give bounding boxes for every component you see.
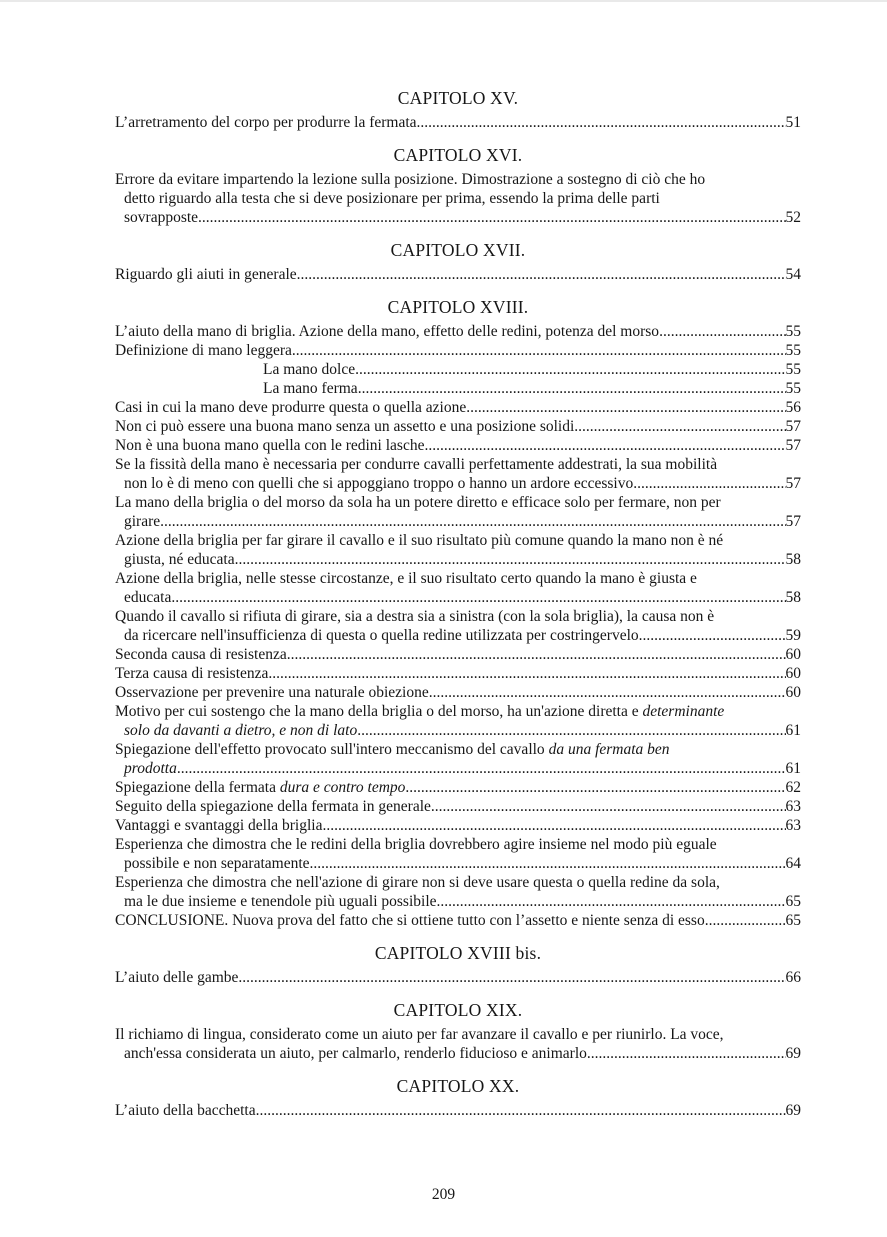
toc-entry xyxy=(115,740,801,778)
dot-leader xyxy=(424,436,785,455)
toc-line xyxy=(115,892,801,911)
toc-page-number: 60 xyxy=(785,665,801,682)
toc-page-number: 62 xyxy=(785,779,801,796)
toc-line xyxy=(115,759,801,778)
toc-entry-text-italic: prodotta xyxy=(124,760,177,777)
dot-leader xyxy=(268,664,785,683)
toc-line xyxy=(115,873,801,892)
chapter-heading: CAPITOLO XX. xyxy=(396,1076,520,1096)
toc-line xyxy=(115,569,801,588)
toc-page-number: 64 xyxy=(785,855,801,872)
toc-entry-text xyxy=(124,474,633,493)
toc-entry-text-segment: Se la fissità della mano è necessaria per condurre cavalli perfettamente addestrati, la sua mobilità xyxy=(115,456,718,473)
dot-leader xyxy=(292,341,786,360)
toc-entry-text xyxy=(124,208,198,227)
toc-entry-text xyxy=(115,836,717,853)
toc-page-number: 60 xyxy=(785,684,801,701)
toc-entry-text-segment: possibile e non separatamente xyxy=(124,855,310,872)
toc-entry-text-segment: Vantaggi e svantaggi della briglia xyxy=(115,817,323,834)
toc-entry xyxy=(115,1101,801,1120)
toc-entry xyxy=(115,816,801,835)
dot-leader xyxy=(633,474,785,493)
toc-entry-text xyxy=(124,759,177,778)
toc-entry xyxy=(115,170,801,227)
toc-page-number: 56 xyxy=(785,399,801,416)
toc-entry xyxy=(115,683,801,702)
toc-entry xyxy=(115,911,801,930)
toc-line xyxy=(115,816,801,835)
toc-entry-text-segment: educata xyxy=(124,589,172,606)
toc-page-number: 54 xyxy=(785,266,801,283)
toc-entry-text xyxy=(115,911,705,930)
toc-entry-text-segment: L’aiuto della mano di briglia. Azione della mano, effetto delle redini, potenza del morso xyxy=(115,323,660,340)
chapter-heading: CAPITOLO XVIII. xyxy=(387,297,529,317)
toc-entry-text-segment: Motivo per cui sostengo che la mano della briglia o del morso, ha un'azione diretta e xyxy=(115,703,643,720)
dot-leader xyxy=(643,626,786,645)
toc-entry-text xyxy=(115,494,721,511)
toc-page-number: 65 xyxy=(785,893,801,910)
toc-line xyxy=(115,550,801,569)
toc-entry-text xyxy=(115,456,717,473)
toc-entry-text xyxy=(115,797,431,816)
toc-line xyxy=(115,455,801,474)
toc-entry-text-segment: L’arretramento del corpo per produrre la fermata xyxy=(115,114,417,131)
toc-page-number: 65 xyxy=(785,912,801,929)
dot-leader xyxy=(466,398,785,417)
dot-leader xyxy=(171,588,785,607)
toc-entry-text xyxy=(115,113,417,132)
toc-entry-text-segment: Quando il cavallo si rifiuta di girare, sia a destra sia a sinistra (con la sola briglia), la causa non è xyxy=(115,608,715,625)
dot-leader xyxy=(160,512,785,531)
toc-entry xyxy=(115,398,801,417)
toc-entry-text xyxy=(115,322,659,341)
toc-entry-text-segment: non lo è di meno con quelli che si appoggiano troppo o hanno un ardore eccessivo xyxy=(124,475,634,492)
toc-line xyxy=(115,265,801,284)
toc-entry xyxy=(115,569,801,607)
dot-leader xyxy=(357,721,785,740)
toc-entry-text xyxy=(124,190,660,207)
toc-entry xyxy=(115,607,801,645)
toc-entry-text xyxy=(115,664,268,683)
toc-page-number: 59 xyxy=(785,627,801,644)
toc-entry-text-segment: Azione della briglia, nelle stesse circostanze, e il suo risultato certo quando la mano è giusta e xyxy=(115,570,697,587)
chapter-heading: CAPITOLO XV. xyxy=(397,88,519,108)
toc-page-number: 55 xyxy=(785,323,801,340)
toc-line xyxy=(115,607,801,626)
toc-entry-text xyxy=(124,1044,587,1063)
toc-entry xyxy=(115,341,801,360)
toc-page-number: 57 xyxy=(785,513,801,530)
toc-page-number: 63 xyxy=(785,817,801,834)
dot-leader xyxy=(297,265,786,284)
toc-entry xyxy=(115,645,801,664)
toc-line xyxy=(115,911,801,930)
toc-entry-text xyxy=(124,854,310,873)
toc-line xyxy=(115,417,801,436)
toc-entry xyxy=(115,797,801,816)
toc-line xyxy=(115,531,801,550)
toc-entry-text xyxy=(115,741,670,758)
toc-entry-text xyxy=(115,816,322,835)
toc-entry-text xyxy=(124,626,643,645)
toc-line xyxy=(115,664,801,683)
toc-line xyxy=(115,493,801,512)
toc-entry-text-segment: Non ci può essere una buona mano senza un assetto e una posizione solidi xyxy=(115,418,575,435)
toc-entry xyxy=(115,531,801,569)
toc-entry-text xyxy=(115,874,720,891)
toc-line xyxy=(115,398,801,417)
toc-page-number: 52 xyxy=(785,209,801,226)
toc-page-number: 55 xyxy=(785,361,801,378)
toc-entry-text-segment: Esperienza che dimostra che nell'azione di girare non si deve usare questa o quella redine da sola, xyxy=(115,874,720,891)
toc-entry-text xyxy=(263,360,355,379)
toc-entry xyxy=(115,778,801,797)
toc-line xyxy=(115,854,801,873)
toc-page-number: 69 xyxy=(785,1045,801,1062)
dot-leader xyxy=(431,797,786,816)
toc-line xyxy=(115,683,801,702)
toc-entry xyxy=(115,113,801,132)
dot-leader xyxy=(574,417,785,436)
toc-entry-text-segment: Seguito della spiegazione della fermata in generale xyxy=(115,798,431,815)
toc-entry-text-segment: Definizione di mano leggera xyxy=(115,342,292,359)
toc-line xyxy=(115,512,801,531)
toc-entry-text-segment: Terza causa di resistenza xyxy=(115,665,269,682)
toc-page-number: 60 xyxy=(785,646,801,663)
chapter-heading: CAPITOLO XIX. xyxy=(393,1000,523,1020)
toc-entry-text-segment: giusta, né educata xyxy=(124,551,235,568)
toc-entry-text-italic: solo da davanti a dietro, e non di lato xyxy=(124,722,358,739)
toc-line xyxy=(115,968,801,987)
toc-entry-text-italic: dura e contro tempo xyxy=(279,779,406,796)
toc-page-number: 61 xyxy=(785,760,801,777)
toc-entry-text-segment: Esperienza che dimostra che le redini della briglia dovrebbero agire insieme nel modo più eguale xyxy=(115,836,717,853)
toc-entry-text-segment: L’aiuto della bacchetta xyxy=(115,1102,256,1119)
dot-leader xyxy=(177,759,786,778)
toc-line xyxy=(115,1101,801,1120)
toc-entry-text-italic: da una fermata ben xyxy=(548,741,670,758)
toc-entry-text xyxy=(115,1026,724,1043)
toc-entry-text xyxy=(115,703,724,720)
toc-entry-text xyxy=(115,1101,256,1120)
toc-entry xyxy=(115,360,801,379)
toc-line xyxy=(115,626,801,645)
toc-line xyxy=(115,189,801,208)
dot-leader xyxy=(405,778,785,797)
toc-entry xyxy=(115,436,801,455)
toc-page-number: 57 xyxy=(785,437,801,454)
toc-entry-text-segment: La mano dolce xyxy=(263,361,356,378)
toc-entry-text-segment: da ricercare nell'insufficienza di questa o quella redine utilizzata per costringervelo. xyxy=(124,627,643,644)
toc-entry-text-segment: Errore da evitare impartendo la lezione sulla posizione. Dimostrazione a sostegno di ciò che ho xyxy=(115,171,706,188)
toc-line xyxy=(115,360,801,379)
toc-entry-text xyxy=(115,265,297,284)
toc-line xyxy=(115,702,801,721)
toc-page-number: 58 xyxy=(785,589,801,606)
toc-entry-text xyxy=(124,892,437,911)
toc-line xyxy=(115,208,801,227)
toc-line xyxy=(115,170,801,189)
toc-line xyxy=(115,474,801,493)
toc-entry xyxy=(115,493,801,531)
toc-page-number: 57 xyxy=(785,418,801,435)
toc-line xyxy=(115,322,801,341)
toc-entry xyxy=(115,322,801,341)
toc-line xyxy=(115,436,801,455)
toc-page-number: 55 xyxy=(785,342,801,359)
toc-entry-text xyxy=(124,550,235,569)
toc-line xyxy=(115,379,801,398)
toc-entry xyxy=(115,1025,801,1063)
toc-entry-text-segment: girare xyxy=(124,513,161,530)
dot-leader xyxy=(198,208,785,227)
toc-entry-text xyxy=(115,570,697,587)
toc-entry-text xyxy=(115,341,292,360)
toc-entry-text-segment: sovrapposte xyxy=(124,209,199,226)
toc-entry xyxy=(115,968,801,987)
toc-entry-text-segment: Spiegazione della fermata xyxy=(115,779,280,796)
toc-page-number: 66 xyxy=(785,969,801,986)
toc-entry-text xyxy=(115,417,574,436)
toc-entry-text xyxy=(115,608,714,625)
toc-entry xyxy=(115,702,801,740)
toc-line xyxy=(115,341,801,360)
toc-line xyxy=(115,835,801,854)
toc-entry-text xyxy=(115,171,705,188)
toc-entry-text-segment: Riguardo gli aiuti in generale xyxy=(115,266,297,283)
toc-entry xyxy=(115,379,801,398)
toc-entry-text xyxy=(115,645,287,664)
toc-entry-text xyxy=(124,588,171,607)
toc-line xyxy=(115,645,801,664)
dot-leader xyxy=(310,854,786,873)
toc-page-number: 57 xyxy=(785,475,801,492)
page-number-footer: 209 xyxy=(431,1186,456,1203)
toc-page-number: 63 xyxy=(785,798,801,815)
toc-entry-text-segment: Non è una buona mano quella con le redini lasche xyxy=(115,437,425,454)
dot-leader xyxy=(429,683,786,702)
toc-line xyxy=(115,1025,801,1044)
toc-page-number: 58 xyxy=(785,551,801,568)
dot-leader xyxy=(238,968,785,987)
toc-entry xyxy=(115,417,801,436)
dot-leader xyxy=(235,550,786,569)
toc-entry xyxy=(115,873,801,911)
toc-entry-text xyxy=(115,778,405,797)
dot-leader xyxy=(705,911,786,930)
toc-entry xyxy=(115,455,801,493)
toc-page-number: 51 xyxy=(785,114,801,131)
toc-entry-text xyxy=(115,968,238,987)
toc-entry xyxy=(115,664,801,683)
chapter-heading: CAPITOLO XVIII bis. xyxy=(374,943,542,963)
toc-entry-text-segment: Seconda causa di resistenza xyxy=(115,646,287,663)
dot-leader xyxy=(587,1044,786,1063)
toc-entry-text-segment: Azione della briglia per far girare il cavallo e il suo risultato più comune quando la mano non è né xyxy=(115,532,724,549)
toc-entry-text-segment: Il richiamo di lingua, considerato come un aiuto per far avanzare il cavallo e per riunirlo. La voce, xyxy=(115,1026,724,1043)
toc-entry-text xyxy=(115,436,424,455)
toc-entry-text xyxy=(115,683,429,702)
dot-leader xyxy=(659,322,785,341)
toc-page-number: 61 xyxy=(785,722,801,739)
dot-leader xyxy=(417,113,786,132)
toc-line xyxy=(115,721,801,740)
toc-line xyxy=(115,778,801,797)
table-of-contents xyxy=(115,0,801,1120)
toc-page-number: 69 xyxy=(785,1102,801,1119)
chapter-heading: CAPITOLO XVI. xyxy=(393,145,523,165)
toc-entry-text-segment: ma le due insieme e tenendole più uguali possibile xyxy=(124,893,437,910)
chapter-heading: CAPITOLO XVII. xyxy=(390,240,526,260)
toc-entry-text xyxy=(115,398,466,417)
toc-entry-text xyxy=(124,512,160,531)
toc-entry-text-segment: L’aiuto delle gambe xyxy=(115,969,239,986)
toc-line xyxy=(115,1044,801,1063)
dot-leader xyxy=(437,892,786,911)
toc-entry-text-segment: Casi in cui la mano deve produrre questa o quella azione xyxy=(115,399,467,416)
toc-entry-text-segment: Osservazione per prevenire una naturale obiezione xyxy=(115,684,429,701)
toc-line xyxy=(115,797,801,816)
toc-entry-text-segment: CONCLUSIONE. Nuova prova del fatto che si ottiene tutto con l’assetto e niente senza di esso xyxy=(115,912,705,929)
toc-entry-text-segment: anch'essa considerata un aiuto, per calmarlo, renderlo fiducioso e animarlo xyxy=(124,1045,587,1062)
dot-leader xyxy=(358,379,786,398)
toc-line xyxy=(115,588,801,607)
toc-entry-text xyxy=(263,379,358,398)
toc-line xyxy=(115,113,801,132)
toc-entry-text-italic: determinante xyxy=(642,703,725,720)
toc-page-number: 55 xyxy=(785,380,801,397)
toc-entry xyxy=(115,835,801,873)
toc-line xyxy=(115,740,801,759)
dot-leader xyxy=(287,645,786,664)
toc-entry-text xyxy=(115,532,723,549)
toc-entry-text-segment: detto riguardo alla testa che si deve posizionare per prima, essendo la prima delle parti xyxy=(124,190,660,207)
dot-leader xyxy=(256,1101,786,1120)
toc-entry-text-segment: La mano ferma xyxy=(263,380,358,397)
dot-leader xyxy=(355,360,785,379)
dot-leader xyxy=(322,816,785,835)
toc-entry-text-segment: Spiegazione dell'effetto provocato sull'intero meccanismo del cavallo xyxy=(115,741,549,758)
toc-entry-text xyxy=(124,721,357,740)
toc-entry xyxy=(115,265,801,284)
toc-entry-text-segment: La mano della briglia o del morso da sola ha un potere diretto e efficace solo per fermare, non per xyxy=(115,494,721,511)
